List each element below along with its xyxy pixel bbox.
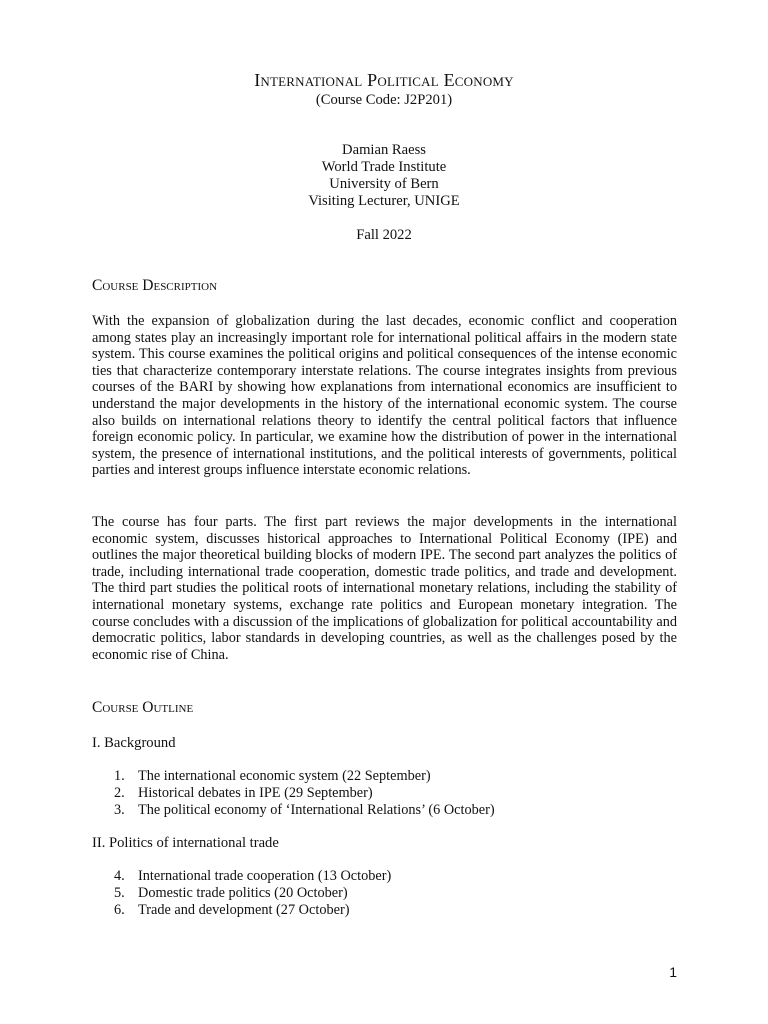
list-item [92, 902, 391, 919]
description-paragraph: The course has four parts. The first part reviews the major developments in the international economic system, discusses historical approaches to International Political Economy (IPE) and outlines the major theoretical building blocks of modern IPE. The second part analyzes the politics of trade, including international trade cooperation, domestic trade politics, and trade and development. The third part studies the political roots of international monetary relations, including the stability of international monetary systems, exchange rate politics and European monetary integration. The course concludes with a discussion of the implications of globalization for political accountability and democratic politics, labor standards in developing countries, as well as the challenges posed by the economic rise of China. [92, 514, 677, 663]
term: Fall 2022 [356, 227, 412, 243]
list-item-text: International trade cooperation (13 October) [138, 868, 392, 884]
part-heading: I. Background [92, 735, 176, 751]
affiliation-line: University of Bern [329, 176, 439, 192]
list-item [92, 802, 495, 819]
list-item [92, 885, 391, 902]
affiliation-line: Visiting Lecturer, UNIGE [308, 193, 460, 209]
list-item-text: Trade and development (27 October) [138, 902, 350, 918]
list-item-number: 2. [114, 785, 125, 801]
list-item-number: 3. [114, 802, 125, 818]
list-item [92, 868, 391, 885]
course-code: (Course Code: J2P201) [315, 92, 453, 108]
description-paragraph: With the expansion of globalization during the last decades, economic conflict and cooperation among states play an increasingly important role for international political affairs in the modern state system. This course examines the political origins and political consequences of the intense economic ties that characterize contemporary interstate relations. The course integrates insights from previous courses of the BARI by showing how explanations from international economics are insufficient to understand the major developments in the history of the international economic system. The course also builds on international relations theory to identify the central political factors that influence foreign economic policy. In particular, we examine how the distribution of power in the international system, the presence of international institutions, and the political interests of governments, political parties and interest groups influence interstate economic relations. [92, 313, 677, 479]
author-name: Damian Raess [342, 142, 426, 158]
list-item [92, 768, 495, 785]
part-heading: II. Politics of international trade [92, 835, 279, 851]
list-item-text: The political economy of ‘International Relations’ (6 October) [138, 802, 495, 818]
affiliation-line: World Trade Institute [321, 159, 447, 175]
list-item-text: Historical debates in IPE (29 September) [138, 785, 373, 801]
list-item-number: 5. [114, 885, 125, 901]
list-item-text: The international economic system (22 September) [138, 768, 431, 784]
course-outline-heading: Course Outline [92, 699, 194, 716]
outline-list [92, 868, 391, 919]
course-description-heading: Course Description [92, 277, 218, 294]
list-item-text: Domestic trade politics (20 October) [138, 885, 348, 901]
list-item [92, 785, 495, 802]
list-item-number: 1. [114, 768, 125, 784]
list-item-number: 4. [114, 868, 125, 884]
list-item-number: 6. [114, 902, 125, 918]
page-title: International Political Economy [254, 70, 514, 90]
outline-list [92, 768, 495, 819]
page-number: 1 [669, 964, 677, 980]
